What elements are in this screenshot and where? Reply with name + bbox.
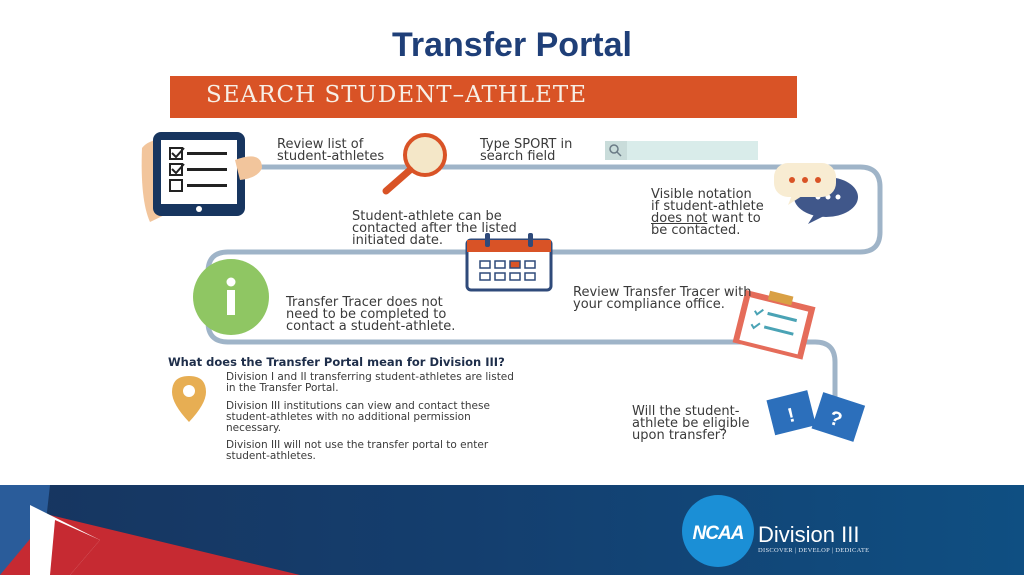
division-iii-point [226,372,514,394]
step-line: contact a student-athlete. [286,319,456,334]
footer-bar [0,485,1024,575]
step-line: Type SPORT in [480,137,573,152]
division-iii-point [226,401,490,434]
checklist-phone-icon [142,132,262,222]
banner-label: SEARCH STUDENT–ATHLETE [206,82,588,108]
step-line: Will the student- [632,404,740,419]
svg-text:?: ? [826,406,845,432]
step-line: upon transfer? [632,428,728,443]
chat-bubbles-icon [774,163,858,224]
point-line: necessary. [226,422,282,434]
step-type-sport [480,139,572,163]
step-line: initiated date. [352,233,444,248]
footer-tagline: DISCOVER | DEVELOP | DEDICATE [758,547,870,554]
location-pin-icon [172,376,206,422]
step-line: contacted after the listed [352,221,517,236]
footer-flag-graphic [0,485,1024,575]
point-line: student-athletes. [226,450,316,462]
page-title: Transfer Portal [392,26,632,64]
step-line: Review list of [277,137,364,152]
step-line: student-athletes [277,149,385,164]
point-line: student-athletes with no additional permission [226,411,471,423]
svg-text:!: ! [785,404,798,428]
step-line: need to be completed to [286,307,447,322]
underlined-text: does not [651,211,708,226]
step-review-tracer [573,287,751,311]
division-iii-point [226,440,488,462]
point-line: Division I and II transferring student-athletes are listed [226,371,514,383]
step-line: Student-athlete can be [352,209,502,224]
step-line: Transfer Tracer does not [286,295,443,310]
step-line: be contacted. [651,223,741,238]
step-line: Visible notation [651,187,752,202]
step-line: if student-athlete [651,199,764,214]
info-icon [193,259,269,335]
question-cards-icon [766,390,865,442]
point-line: Division III will not use the transfer portal to enter [226,439,489,451]
step-contact-after [352,211,517,247]
step-line: your compliance office. [573,297,725,312]
magnifier-icon [386,135,445,191]
point-line: in the Transfer Portal. [226,382,339,394]
division-label: Division III [758,522,860,547]
step-review-list [277,139,384,163]
step-line: Review Transfer Tracer with [573,285,752,300]
step-line: search field [480,149,556,164]
step-visible-notation [651,189,764,237]
step-line: athlete be eligible [632,416,750,431]
step-text: want to [707,211,761,226]
division-iii-heading: What does the Transfer Portal mean for Division III? [168,355,505,369]
ncaa-logo-text: NCAA [692,523,744,544]
search-field-graphic [605,141,758,160]
point-line: Division III institutions can view and contact these [226,400,490,412]
step-tracer-not-needed [286,297,455,333]
step-eligible [632,406,749,442]
